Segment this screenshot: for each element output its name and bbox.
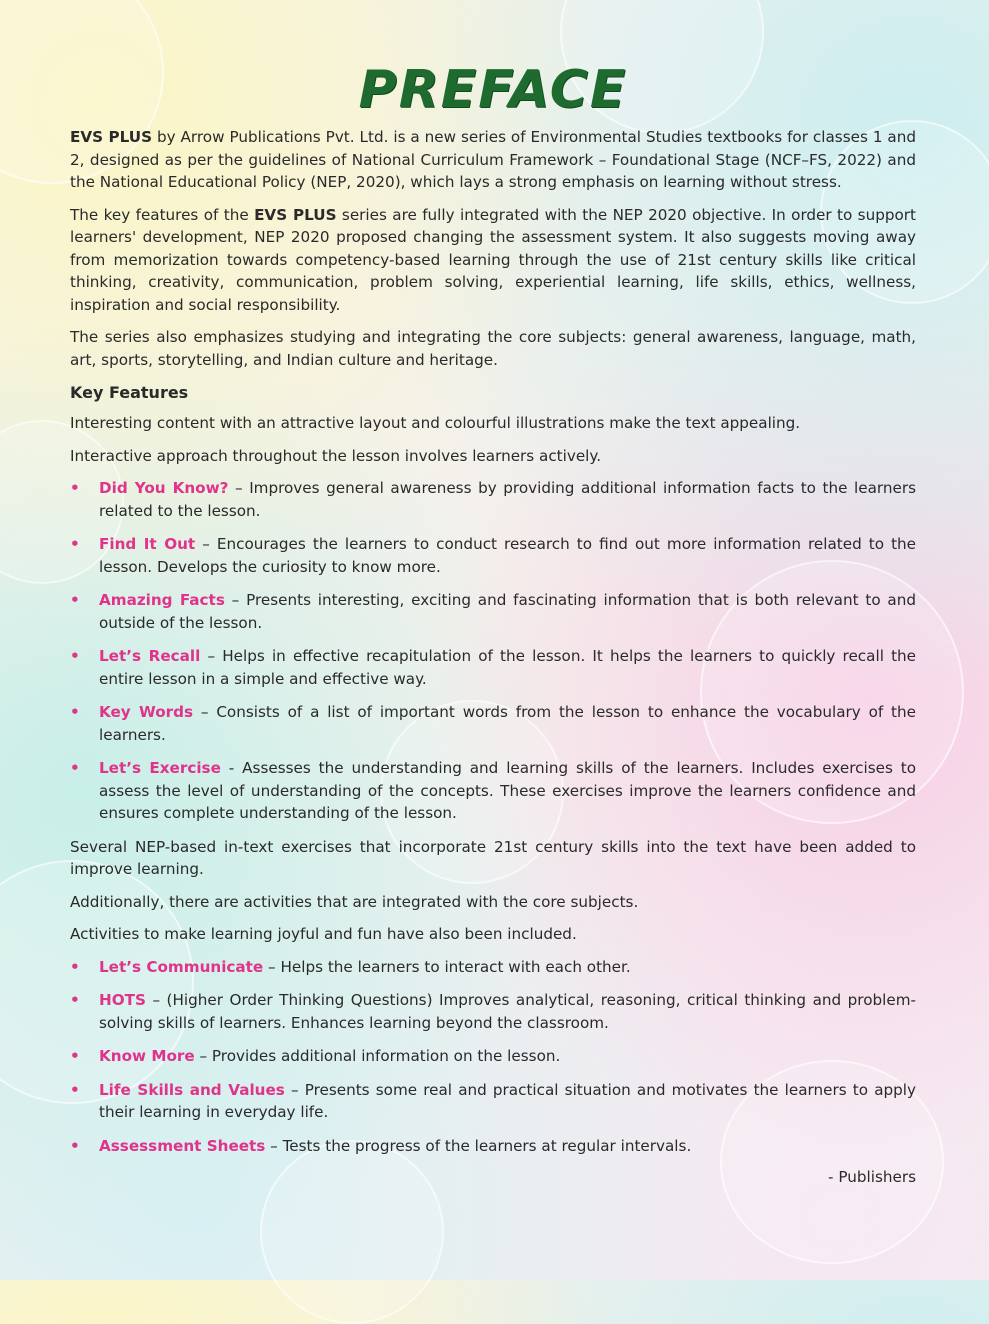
- feature-name: Know More: [99, 1047, 195, 1065]
- feature-item: [70, 1135, 916, 1158]
- intro-paragraph-3: The series also emphasizes studying and integrating the core subjects: general awareness, language, math, art, sports, storytelling, and Indian culture and heritage.: [70, 328, 916, 369]
- preface-page: [70, 60, 916, 1186]
- intro-text: The key features of the: [70, 205, 255, 224]
- bullet-icon: •: [70, 759, 80, 777]
- feature-description: – Helps in effective recapitulation of the lesson. It helps the learners to quickly recall the entire lesson in a simple and effective way.: [99, 647, 916, 688]
- feature-name: Let’s Communicate: [99, 957, 264, 976]
- key-features-paragraph: Interactive approach throughout the lesson involves learners actively.: [70, 446, 602, 465]
- brand-name: EVS PLUS: [254, 205, 337, 224]
- bullet-icon: •: [70, 535, 80, 553]
- body-paragraph: Several NEP-based in-text exercises that incorporate 21st century skills into the text have been added to improve learning.: [70, 837, 916, 878]
- feature-name: Let’s Exercise: [99, 759, 221, 777]
- feature-name: Find It Out: [99, 535, 196, 553]
- bullet-icon: •: [70, 703, 80, 721]
- feature-item: [70, 956, 916, 979]
- signature: - Publishers: [828, 1168, 916, 1186]
- feature-list-1: [70, 477, 916, 825]
- bullet-icon: •: [70, 1047, 80, 1065]
- feature-name: Let’s Recall: [99, 647, 201, 665]
- feature-name: Assessment Sheets: [99, 1136, 266, 1155]
- feature-name: Amazing Facts: [99, 591, 225, 609]
- feature-item: [70, 989, 916, 1034]
- feature-list-2: [70, 956, 916, 1158]
- intro-text: series are fully integrated with the NEP 2020 objective. In order to support learners' development, NEP 2020 proposed changing the assessment system. It also suggests moving away from memorization towards competency-based learning through the use of 21st century skills like critical thinking, creativity, communication, problem solving, experiential learning, life skills, ethics, wellness, inspiration and social responsibility.: [70, 205, 916, 314]
- body-paragraph: Additionally, there are activities that are integrated with the core subjects.: [70, 892, 639, 911]
- bullet-icon: •: [70, 647, 80, 665]
- feature-item: [70, 1079, 916, 1124]
- bullet-icon: •: [70, 957, 80, 976]
- bullet-icon: •: [70, 991, 80, 1009]
- feature-item: [70, 533, 916, 578]
- feature-description: - Assesses the understanding and learning skills of the learners. Includes exercises to assess the level of understanding of the concepts. These exercises improve the learners confidence and ensures complete understanding of the lesson.: [99, 759, 916, 822]
- feature-description: – (Higher Order Thinking Questions) Improves analytical, reasoning, critical thinking and problem-solving skills of learners. Enhances learning beyond the classroom.: [99, 991, 916, 1032]
- feature-name: HOTS: [99, 991, 146, 1009]
- brand-name: EVS PLUS: [70, 128, 153, 146]
- feature-description: – Improves general awareness by providing additional information facts to the learners related to the lesson.: [99, 479, 916, 520]
- intro-paragraph-2: [70, 204, 916, 317]
- feature-item: [70, 1045, 916, 1068]
- key-features-heading: Key Features: [70, 383, 189, 402]
- feature-description: – Tests the progress of the learners at regular intervals.: [265, 1136, 692, 1155]
- feature-description: – Consists of a list of important words from the lesson to enhance the vocabulary of the learners.: [99, 703, 916, 744]
- feature-item: [70, 645, 916, 690]
- feature-description: – Provides additional information on the lesson.: [194, 1047, 561, 1065]
- bullet-icon: •: [70, 1136, 80, 1155]
- feature-description: – Encourages the learners to conduct research to find out more information related to the lesson. Develops the curiosity to know more.: [99, 535, 916, 576]
- feature-item: [70, 757, 916, 825]
- bullet-icon: •: [70, 591, 80, 609]
- bullet-icon: •: [70, 1080, 80, 1099]
- page-title: PREFACE: [358, 60, 628, 120]
- intro-text: by Arrow Publications Pvt. Ltd. is a new series of Environmental Studies textbooks for classes 1 and 2, designed as per the guidelines of National Curriculum Framework – Foundational Stage (NCF–FS, 2022) and the National Educational Policy (NEP, 2020), which lays a strong emphasis on learning without stress.: [70, 128, 916, 191]
- intro-paragraph-1: [70, 126, 916, 194]
- feature-description: – Presents interesting, exciting and fascinating information that is both relevant to and outside of the lesson.: [99, 591, 916, 632]
- feature-name: Life Skills and Values: [99, 1080, 285, 1099]
- feature-description: – Helps the learners to interact with each other.: [263, 957, 631, 976]
- key-features-paragraph: Interesting content with an attractive layout and colourful illustrations make the text appealing.: [70, 414, 801, 432]
- feature-name: Key Words: [99, 703, 194, 721]
- body-paragraph: Activities to make learning joyful and fun have also been included.: [70, 925, 577, 943]
- feature-description: – Presents some real and practical situation and motivates the learners to apply their learning in everyday life.: [99, 1080, 916, 1121]
- feature-item: [70, 477, 916, 522]
- feature-name: Did You Know?: [99, 479, 229, 497]
- feature-item: [70, 589, 916, 634]
- bullet-icon: •: [70, 479, 80, 497]
- feature-item: [70, 701, 916, 746]
